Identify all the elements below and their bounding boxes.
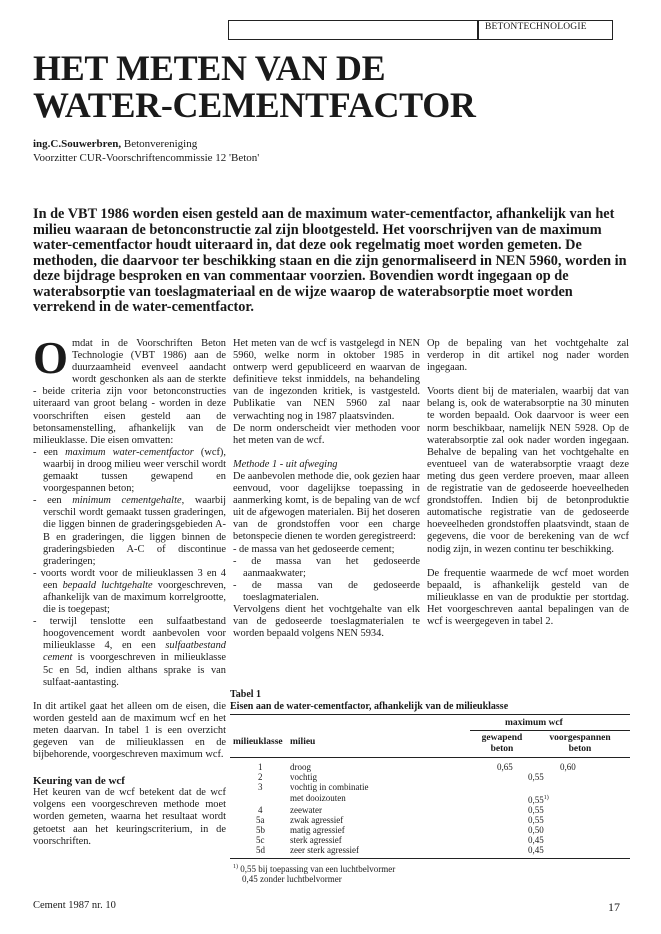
list-item: - de massa van het gedoseerde cement; xyxy=(233,543,395,555)
col3-paragraph-3: De frequentie waarmede de wcf moet worden bepaald, is afhankelijk gesteld van de milieuklasse en van de produktie per stortdag. Het voorgeschreven aantal bepalingen van de wcf is weergegeven in tabel 2. xyxy=(427,567,629,627)
col1-paragraph-1: Omdat in de Voorschriften Beton Technologie (VBT 1986) aan de duurzaamheid evenveel aandacht wordt geschonken als aan de sterkte - beide criteria zijn voor betonconstructies uiteraard van groot belang - worden in deze voorschriften eisen gesteld aan de betonsamenstelling, afhankelijk van de milieuklasse. Die eisen omvatten: xyxy=(33,333,226,446)
footer-journal: Cement 1987 nr. 10 xyxy=(33,900,116,911)
table-rule-group xyxy=(470,730,630,731)
col3-paragraph-1: Op de bepaling van het vochtgehalte zal verderop in dit artikel nog nader worden ingegaan. xyxy=(427,338,629,374)
title-line-1: HET METEN VAN DE xyxy=(33,48,386,88)
col2-paragraph-2: De norm onderscheidt vier methoden voor het meten van de wcf. xyxy=(233,422,420,446)
registration-list xyxy=(233,544,420,604)
article-title xyxy=(33,50,476,124)
table-caption: Eisen aan de water-cementfactor, afhankelijk van de milieuklasse xyxy=(230,700,509,712)
table-rule-head xyxy=(230,757,630,758)
intro-paragraph: In de VBT 1986 worden eisen gesteld aan de maximum water-cementfactor, afhankelijk van het milieu waaraan de betonconstructie zal zijn blootgesteld. Het voorschrijven van de maximum water-cementfactor houdt uiteraard in, dat deze ook regelmatig moet worden gemeten. De methoden, die daarvoor ter beschikking staan en die zijn genormaliseerd in NEN 5960, worden in deze bijdrage besproken en van commentaar voorzien. Bovendien wordt ingegaan op de waterabsorptie van toeslagmateriaal en de wijze waarop de waterabsorptie moet worden verrekend in de water-cementfactor. xyxy=(33,206,627,315)
header-voorgespannen: voorgespannen beton xyxy=(549,733,611,754)
author-role: Voorzitter CUR-Voorschriftencommissie 12 'Beton' xyxy=(33,152,260,164)
table-rule-top xyxy=(230,714,630,715)
table-group-header: maximum wcf xyxy=(505,718,563,728)
col1-paragraph-2: In dit artikel gaat het alleen om de eisen, die worden gesteld aan de maximum wcf en het meten daarvan. In tabel 1 is een overzicht gegeven van de milieuklassen en de bijbehorende, voorgeschreven maximum wcf. xyxy=(33,700,226,761)
header-milieuklasse: milieuklasse xyxy=(233,737,283,747)
table-label: Tabel 1 xyxy=(230,689,262,700)
list-item: - de massa van de gedoseerde toeslagmaterialen. xyxy=(233,579,420,603)
col2-paragraph-3: De aanbevolen methode die, ook gezien haar eenvoud, voor dagelijkse toepassing in aanmerking komt, is de bepaling van de wcf uit de afgewogen materialen. Bij het doseren van de grondstoffen voor een charge betonspecie dienen te worden geregistreerd: xyxy=(233,470,420,543)
column-2 xyxy=(233,338,420,640)
table-value-with-note: 0,55$^{1)}$ xyxy=(528,795,549,805)
list-item: - terwijl tenslotte een sulfaatbestand hoogovencement wordt aanbevolen voor milieuklasse 4, en een sulfaatbestand cement is voorgeschreven in milieuklasse 5c en 5d, indien althans sprake is van sulfaat-aantasting. xyxy=(33,616,226,688)
col2-paragraph-4: Vervolgens dient het vochtgehalte van elk van de gedoseerde toeslagmaterialen te worden bepaald volgens NEN 5934. xyxy=(233,603,420,640)
subheading-keuring: Keuring van de wcf xyxy=(33,775,125,788)
author-block xyxy=(33,137,259,165)
list-item: - een maximum water-cementfactor (wcf), waarbij in droog milieu weer verschil wordt gemaakt tussen gewapend en voorgespannen beton; xyxy=(33,446,226,495)
col3-paragraph-2: Voorts dient bij de materialen, waarbij dat van belang is, ook de waterabsorptie na 30 minuten te worden bepaald. Ook daarvoor is weer een norm beschikbaar, namelijk NEN 5928. Op de waterabsorptie zal ook nader worden ingegaan. Behalve de bepaling van het vochtgehalte en eventueel van de waterabsorptie vraagt deze meting dus geen verdere proeven, maar alleen de registratie van de gedoseerde hoeveelheden grondstoffen. Indien bij de betonproduktie automatische registratie van de gedoseerde hoeveelheden grondstoffen plaatsvindt, staan de gegevens, die voor de berekening van de wcf nodig zijn, in wezen continu ter beschikking. xyxy=(427,386,629,555)
list-item: - een minimum cementgehalte, waarbij verschil wordt gemaakt tussen graderingen, die liggen binnen de graderingsgebieden A-B en graderingen, die liggen binnen de graderingsbieden A-C of discontinue graderingen; xyxy=(33,495,227,567)
header-bar-left xyxy=(228,20,478,40)
col2-paragraph-1: Het meten van de wcf is vastgelegd in NEN 5960, welke norm in oktober 1985 in ontwerp werd gepubliceerd en waarvan de definitieve tekst inmiddels, na behandeling van de ingezonden kritiek, is vastgesteld. Publikatie van NEN 5960 zal naar verwachting nog in 1987 plaatsvinden. xyxy=(233,338,420,422)
table-footnote: $^{1)}$ 0,55 bij toepassing van een luchtbelvormer 0,45 zonder luchtbelvormer xyxy=(233,864,396,884)
column-1 xyxy=(33,333,227,848)
table-title xyxy=(230,689,508,712)
author-name: ing.C.Souwerbren, xyxy=(33,138,122,150)
author-affiliation: Betonvereniging xyxy=(121,138,198,150)
requirements-list xyxy=(33,447,226,689)
footer-page-number: 17 xyxy=(608,900,620,914)
col1-paragraph-3: Het keuren van de wcf betekent dat de wcf volgens een voorgeschreven methode moet worden gemeten, waarna het resultaat wordt getoetst aan het keuringscriterium, in de voorschriften. xyxy=(33,787,226,847)
method-heading: Methode 1 - uit afweging xyxy=(233,458,338,470)
header-gewapend: gewapend beton xyxy=(481,733,523,754)
column-3 xyxy=(427,338,629,628)
title-line-2: WATER-CEMENTFACTOR xyxy=(33,85,476,125)
list-item: - de massa van het gedoseerde aanmaakwater; xyxy=(233,555,420,579)
drop-cap: O xyxy=(33,333,69,383)
header-milieu: milieu xyxy=(290,737,316,747)
table-rule-bottom xyxy=(230,858,630,859)
list-item: - voorts wordt voor de milieuklassen 3 en 4 een bepaald luchtgehalte voorgeschreven, afhankelijk van de maximum korrelgrootte, die is toegepast; xyxy=(33,567,226,616)
section-label: BETONTECHNOLOGIE xyxy=(485,22,587,32)
